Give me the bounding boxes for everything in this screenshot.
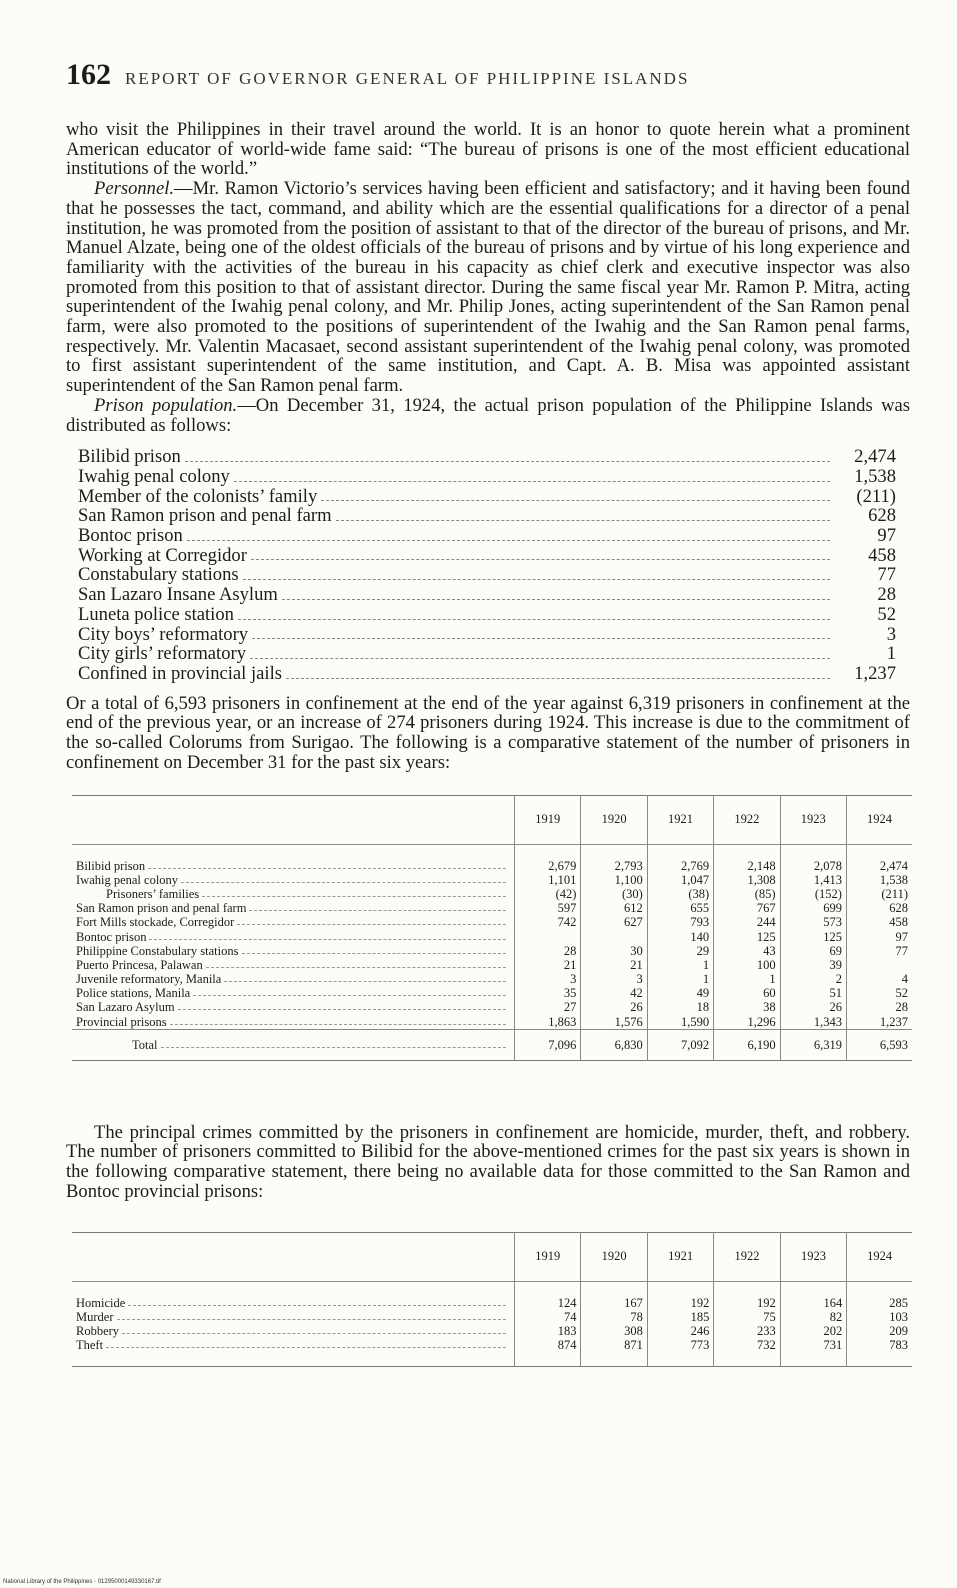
prisoners-comparison-table — [72, 795, 912, 1061]
value-cell: 60 — [714, 986, 780, 1000]
value-cell: 1,047 — [647, 873, 713, 887]
spacer-cell — [780, 1281, 846, 1296]
table-row — [72, 1324, 912, 1338]
value-cell: 97 — [846, 929, 912, 943]
spacer-cell — [72, 1352, 515, 1367]
table-header-blank — [72, 795, 515, 844]
population-label: Bontoc prison — [78, 525, 183, 547]
population-value: 628 — [868, 505, 896, 527]
table-row — [72, 929, 912, 943]
table-header-row — [72, 1232, 912, 1281]
table-row — [72, 887, 912, 901]
value-cell: 2,148 — [714, 859, 780, 873]
value-cell: 1,576 — [581, 1015, 647, 1030]
page-number: 162 — [66, 58, 111, 91]
dot-leader — [224, 972, 506, 982]
value-cell: 192 — [714, 1296, 780, 1310]
table-total-row — [72, 1029, 912, 1060]
row-label-cell — [72, 1000, 515, 1014]
population-label: Member of the colonists’ family — [78, 485, 318, 507]
table-header-blank — [72, 1232, 515, 1281]
value-cell: 1,538 — [846, 873, 912, 887]
dot-leader — [206, 958, 506, 968]
total-value-cell: 6,593 — [846, 1029, 912, 1060]
population-row — [78, 506, 896, 526]
spacer-cell — [515, 1352, 581, 1367]
running-head: REPORT OF GOVERNOR GENERAL OF PHILIPPINE ISLANDS — [125, 69, 690, 88]
row-label: Bilibid prison — [76, 858, 146, 873]
row-label-wrap — [76, 944, 510, 958]
dot-leader — [252, 638, 830, 639]
population-row — [78, 625, 896, 645]
spacer-cell — [714, 1281, 780, 1296]
row-label-wrap — [76, 915, 510, 929]
total-value-cell: 6,830 — [581, 1029, 647, 1060]
population-value: 458 — [868, 544, 896, 566]
value-cell: 233 — [714, 1324, 780, 1338]
row-label-wrap — [76, 887, 510, 901]
year-column-header: 1919 — [515, 1232, 581, 1281]
population-label: Bilibid prison — [78, 446, 181, 468]
spacer-cell — [780, 844, 846, 859]
row-label: Iwahig penal colony — [76, 872, 179, 887]
table-row — [72, 1015, 912, 1030]
spacer-cell — [780, 1352, 846, 1367]
row-label-cell — [72, 1324, 515, 1338]
dot-leader — [181, 873, 506, 883]
row-label-wrap — [76, 1324, 510, 1338]
value-cell: 18 — [647, 1000, 713, 1014]
value-cell: 28 — [846, 1000, 912, 1014]
dot-leader — [237, 915, 506, 925]
row-label-cell — [72, 1338, 515, 1352]
row-label-cell — [72, 887, 515, 901]
dot-leader — [193, 986, 506, 996]
value-cell: 597 — [515, 901, 581, 915]
dot-leader — [243, 579, 830, 580]
dot-leader — [251, 559, 830, 560]
population-label: San Lazaro Insane Asylum — [78, 584, 278, 606]
value-cell: 82 — [780, 1310, 846, 1324]
value-cell: 202 — [780, 1324, 846, 1338]
value-cell: 27 — [515, 1000, 581, 1014]
value-cell: 192 — [647, 1296, 713, 1310]
value-cell: 285 — [847, 1296, 912, 1310]
year-column-header: 1921 — [647, 1232, 713, 1281]
value-cell: 1,308 — [714, 873, 780, 887]
row-label: Provincial prisons — [76, 1014, 167, 1029]
spacer-cell — [847, 1352, 912, 1367]
spacer-cell — [647, 1352, 713, 1367]
value-cell: 125 — [780, 929, 846, 943]
page-header — [66, 58, 910, 92]
value-cell: 140 — [647, 929, 713, 943]
population-row — [78, 526, 896, 546]
population-row — [78, 447, 896, 467]
row-label-cell — [72, 873, 515, 887]
population-value: 1,237 — [854, 662, 896, 684]
dot-leader — [238, 619, 830, 620]
population-row — [78, 565, 896, 585]
value-cell: (211) — [846, 887, 912, 901]
spacer-cell — [847, 1281, 912, 1296]
dot-leader — [234, 481, 830, 482]
table-header-row — [72, 795, 912, 844]
spacer-cell — [846, 844, 912, 859]
row-label: Puerto Princesa, Palawan — [76, 957, 203, 972]
row-label: Bontoc prison — [76, 929, 147, 944]
row-label-wrap — [76, 901, 510, 915]
table-row — [72, 958, 912, 972]
value-cell: 43 — [714, 944, 780, 958]
spacer-cell — [714, 1352, 780, 1367]
spacer-cell — [581, 1281, 647, 1296]
value-cell: 1,296 — [714, 1015, 780, 1030]
dot-leader — [242, 944, 507, 954]
value-cell: 52 — [846, 986, 912, 1000]
spacer-cell — [72, 1281, 515, 1296]
year-column-header: 1922 — [714, 1232, 780, 1281]
table-row — [72, 1338, 912, 1352]
population-label: San Ramon prison and penal farm — [78, 505, 332, 527]
table-row — [72, 944, 912, 958]
value-cell: 3 — [581, 972, 647, 986]
row-label-cell — [72, 1015, 515, 1030]
population-label: Luneta police station — [78, 603, 234, 625]
population-value: (211) — [856, 485, 896, 507]
total-value-cell: 6,190 — [714, 1029, 780, 1060]
value-cell: 3 — [515, 972, 581, 986]
value-cell: 74 — [515, 1310, 581, 1324]
value-cell: 1,413 — [780, 873, 846, 887]
value-cell: 793 — [647, 915, 713, 929]
value-cell: 185 — [647, 1310, 713, 1324]
dot-leader — [149, 930, 506, 940]
value-cell: 30 — [581, 944, 647, 958]
value-cell: 21 — [515, 958, 581, 972]
row-label: Police stations, Manila — [76, 986, 191, 1001]
value-cell: 1,101 — [515, 873, 581, 887]
row-label-wrap — [76, 986, 510, 1000]
value-cell: 78 — [581, 1310, 647, 1324]
population-label: City girls’ reformatory — [78, 643, 246, 665]
population-value: 1,538 — [854, 465, 896, 487]
table-row — [72, 986, 912, 1000]
row-label: San Ramon prison and penal farm — [76, 901, 247, 916]
crimes-comparison-table — [72, 1232, 912, 1368]
value-cell: 871 — [581, 1338, 647, 1352]
value-cell: 699 — [780, 901, 846, 915]
value-cell: 1 — [647, 958, 713, 972]
value-cell: 732 — [714, 1338, 780, 1352]
value-cell: 39 — [780, 958, 846, 972]
table-spacer-row — [72, 844, 912, 859]
row-label-cell — [72, 929, 515, 943]
row-label-cell — [72, 958, 515, 972]
year-column-header: 1919 — [515, 795, 581, 844]
value-cell: 209 — [847, 1324, 912, 1338]
table-row — [72, 1310, 912, 1324]
value-cell: 77 — [846, 944, 912, 958]
row-label: Prisoners’ families — [106, 886, 200, 901]
spacer-cell — [647, 1281, 713, 1296]
value-cell: 124 — [515, 1296, 581, 1310]
value-cell: 2 — [780, 972, 846, 986]
paragraph-population — [66, 396, 910, 435]
value-cell: 183 — [515, 1324, 581, 1338]
value-cell: 51 — [780, 986, 846, 1000]
row-label-cell — [72, 1296, 515, 1310]
value-cell: 1,590 — [647, 1015, 713, 1030]
value-cell — [581, 929, 647, 943]
value-cell: 655 — [647, 901, 713, 915]
value-cell: 49 — [647, 986, 713, 1000]
spacer-cell — [581, 844, 647, 859]
value-cell: 308 — [581, 1324, 647, 1338]
value-cell: 1,237 — [846, 1015, 912, 1030]
document-page — [66, 58, 910, 1367]
row-label-wrap — [76, 930, 510, 944]
value-cell: 35 — [515, 986, 581, 1000]
row-label-wrap — [76, 1000, 510, 1014]
table-row — [72, 1000, 912, 1014]
value-cell: 767 — [714, 901, 780, 915]
value-cell: 1 — [647, 972, 713, 986]
value-cell: 246 — [647, 1324, 713, 1338]
value-cell: 125 — [714, 929, 780, 943]
value-cell: 742 — [515, 915, 581, 929]
dot-leader — [148, 859, 506, 869]
dot-leader — [185, 461, 830, 462]
value-cell: 573 — [780, 915, 846, 929]
row-label: Homicide — [76, 1295, 126, 1310]
row-label-cell — [72, 901, 515, 915]
paragraph-crimes: The principal crimes committed by the prisoners in confinement are homicide, murder, theft, and robbery. The number of prisoners committed to Bilibid for the above-mentioned crimes for the past six years is shown in the following comparative statement, there being no available data for those committed to the San Ramon and Bontoc provincial prisons: — [66, 1121, 910, 1202]
value-cell: 1,100 — [581, 873, 647, 887]
value-cell: 103 — [847, 1310, 912, 1324]
value-cell: 773 — [647, 1338, 713, 1352]
row-label-cell — [72, 1310, 515, 1324]
dot-leader — [178, 1000, 506, 1010]
year-column-header: 1923 — [780, 795, 846, 844]
population-heading: Prison population. — [94, 394, 238, 416]
population-row — [78, 546, 896, 566]
table-row — [72, 859, 912, 873]
row-label-wrap — [76, 873, 510, 887]
population-value: 97 — [877, 525, 896, 547]
value-cell: 38 — [714, 1000, 780, 1014]
value-cell: (38) — [647, 887, 713, 901]
row-label-cell — [72, 944, 515, 958]
table-row — [72, 901, 912, 915]
total-value-cell: 6,319 — [780, 1029, 846, 1060]
table-row — [72, 972, 912, 986]
dot-leader — [128, 1296, 506, 1306]
population-value: 3 — [886, 623, 896, 645]
row-label-wrap — [76, 1338, 510, 1352]
dot-leader — [282, 599, 830, 600]
value-cell: 2,793 — [581, 859, 647, 873]
table-row — [72, 873, 912, 887]
population-row — [78, 644, 896, 664]
value-cell: 628 — [846, 901, 912, 915]
dot-leader — [321, 500, 830, 501]
value-cell: 164 — [780, 1296, 846, 1310]
year-column-header: 1922 — [714, 795, 780, 844]
row-label-wrap — [76, 1296, 510, 1310]
population-list — [78, 447, 896, 683]
table-spacer-row — [72, 1281, 912, 1296]
population-value: 28 — [877, 584, 896, 606]
value-cell: 874 — [515, 1338, 581, 1352]
total-label: Total — [132, 1037, 158, 1052]
spacer-cell — [714, 844, 780, 859]
population-value: 77 — [877, 564, 896, 586]
population-row — [78, 585, 896, 605]
row-label-wrap — [76, 972, 510, 986]
dot-leader — [202, 887, 506, 897]
population-text: —On December 31, 1924, the actual prison population of the Philippine Islands was distributed as follows: — [66, 394, 910, 436]
year-column-header: 1920 — [581, 1232, 647, 1281]
value-cell: 627 — [581, 915, 647, 929]
value-cell: 612 — [581, 901, 647, 915]
row-label: Theft — [76, 1338, 104, 1353]
total-value-cell: 7,092 — [647, 1029, 713, 1060]
dot-leader — [336, 520, 830, 521]
value-cell: 42 — [581, 986, 647, 1000]
value-cell: 26 — [780, 1000, 846, 1014]
population-row — [78, 605, 896, 625]
year-column-header: 1920 — [581, 795, 647, 844]
year-column-header: 1923 — [780, 1232, 846, 1281]
row-label: Juvenile reformatory, Manila — [76, 972, 222, 987]
row-label: Philippine Constabulary stations — [76, 943, 239, 958]
value-cell: 2,474 — [846, 859, 912, 873]
row-label: San Lazaro Asylum — [76, 1000, 175, 1015]
value-cell: 75 — [714, 1310, 780, 1324]
dot-leader — [187, 540, 830, 541]
population-label: City boys’ reformatory — [78, 623, 249, 645]
personnel-text: —Mr. Ramon Victorio’s services having been efficient and satisfactory; and it having been found that he possesses the tact, command, and ability which are the essential qualifications for a director of a penal institution, he was promoted from the position of assistant to that of the director of the bureau of prisons, and Mr. Manuel Alzate, being one of the oldest officials of the bureau of prisons and by virtue of his long experience and familiarity with the activities of the bureau in his capacity as chief clerk and executive inspector was also promoted from this position to that of assistant director. During the same fiscal year Mr. Ramon P. Mitra, acting superintendent of the Iwahig penal colony, and Mr. Philip Jones, acting superintendent of the San Ramon penal farm, were also promoted to the positions of superintendent of the Iwahig and the San Ramon penal farms, respectively. Mr. Valentin Macasaet, second assistant superintendent of the Iwahig penal colony, was promoted to first assistant superintendent of the same institution, and Capt. A. B. Misa was appointed assistant superintendent of the San Ramon penal farm. — [66, 178, 910, 397]
population-label: Constabulary stations — [78, 564, 239, 586]
value-cell: 167 — [581, 1296, 647, 1310]
value-cell: 28 — [515, 944, 581, 958]
value-cell: 2,769 — [647, 859, 713, 873]
value-cell: 783 — [847, 1338, 912, 1352]
paragraph-total: Or a total of 6,593 prisoners in confinement at the end of the year against 6,319 prisoners in confinement at the end of the previous year, or an increase of 274 prisoners during 1924. This increase is due to the commitment of the so-called Colorums from Surigao. The following is a comparative statement of the number of prisoners in confinement on December 31 for the past six years: — [66, 692, 910, 773]
dot-leader — [106, 1338, 506, 1348]
population-row — [78, 467, 896, 487]
row-label-cell — [72, 986, 515, 1000]
population-label: Confined in provincial jails — [78, 662, 282, 684]
population-label: Iwahig penal colony — [78, 465, 230, 487]
value-cell: 2,078 — [780, 859, 846, 873]
row-label: Murder — [76, 1309, 114, 1324]
population-value: 2,474 — [854, 446, 896, 468]
personnel-heading: Personnel. — [94, 178, 175, 200]
population-value: 1 — [886, 643, 896, 665]
value-cell: 1 — [714, 972, 780, 986]
value-cell: 29 — [647, 944, 713, 958]
value-cell: 26 — [581, 1000, 647, 1014]
row-label-wrap — [76, 859, 510, 873]
value-cell: 4 — [846, 972, 912, 986]
value-cell: 1,343 — [780, 1015, 846, 1030]
value-cell: (152) — [780, 887, 846, 901]
dot-leader — [286, 678, 830, 679]
dot-leader — [250, 658, 830, 659]
row-label-wrap — [76, 958, 510, 972]
row-label-cell — [72, 859, 515, 873]
total-label-cell — [72, 1029, 515, 1060]
row-label-cell — [72, 972, 515, 986]
row-label-wrap — [76, 1038, 510, 1052]
dot-leader — [170, 1015, 506, 1025]
row-label: Robbery — [76, 1324, 120, 1339]
row-label-wrap — [76, 1015, 510, 1029]
population-row — [78, 664, 896, 684]
spacer-cell — [515, 844, 581, 859]
population-label: Working at Corregidor — [78, 544, 247, 566]
table-spacer-row — [72, 1352, 912, 1367]
value-cell: (42) — [515, 887, 581, 901]
value-cell: 100 — [714, 958, 780, 972]
value-cell: 1,863 — [515, 1015, 581, 1030]
population-row — [78, 487, 896, 507]
dot-leader — [117, 1310, 507, 1320]
spacer-cell — [515, 1281, 581, 1296]
year-column-header: 1924 — [846, 795, 912, 844]
value-cell: 21 — [581, 958, 647, 972]
value-cell — [515, 929, 581, 943]
table-row — [72, 1296, 912, 1310]
scan-footer: National Library of the Philippines · 01295000149330167.tif — [3, 1579, 161, 1585]
spacer-cell — [647, 844, 713, 859]
population-value: 52 — [877, 603, 896, 625]
value-cell — [846, 958, 912, 972]
row-label-wrap — [76, 1310, 510, 1324]
spacer-cell — [72, 844, 515, 859]
dot-leader — [122, 1324, 506, 1334]
total-value-cell: 7,096 — [515, 1029, 581, 1060]
value-cell: 244 — [714, 915, 780, 929]
year-column-header: 1924 — [847, 1232, 912, 1281]
value-cell: 69 — [780, 944, 846, 958]
value-cell: (85) — [714, 887, 780, 901]
value-cell: 2,679 — [515, 859, 581, 873]
value-cell: 731 — [780, 1338, 846, 1352]
row-label-cell — [72, 915, 515, 929]
value-cell: (30) — [581, 887, 647, 901]
spacer-cell — [581, 1352, 647, 1367]
value-cell: 458 — [846, 915, 912, 929]
dot-leader — [249, 901, 506, 911]
table-row — [72, 915, 912, 929]
paragraph-personnel — [66, 179, 910, 396]
paragraph-intro: who visit the Philippines in their travel around the world. It is an honor to quote herein what a prominent American educator of world-wide fame said: “The bureau of prisons is one of the most efficient educational institutions of the world.” — [66, 119, 910, 180]
dot-leader — [161, 1038, 506, 1048]
row-label: Fort Mills stockade, Corregidor — [76, 915, 235, 930]
year-column-header: 1921 — [647, 795, 713, 844]
